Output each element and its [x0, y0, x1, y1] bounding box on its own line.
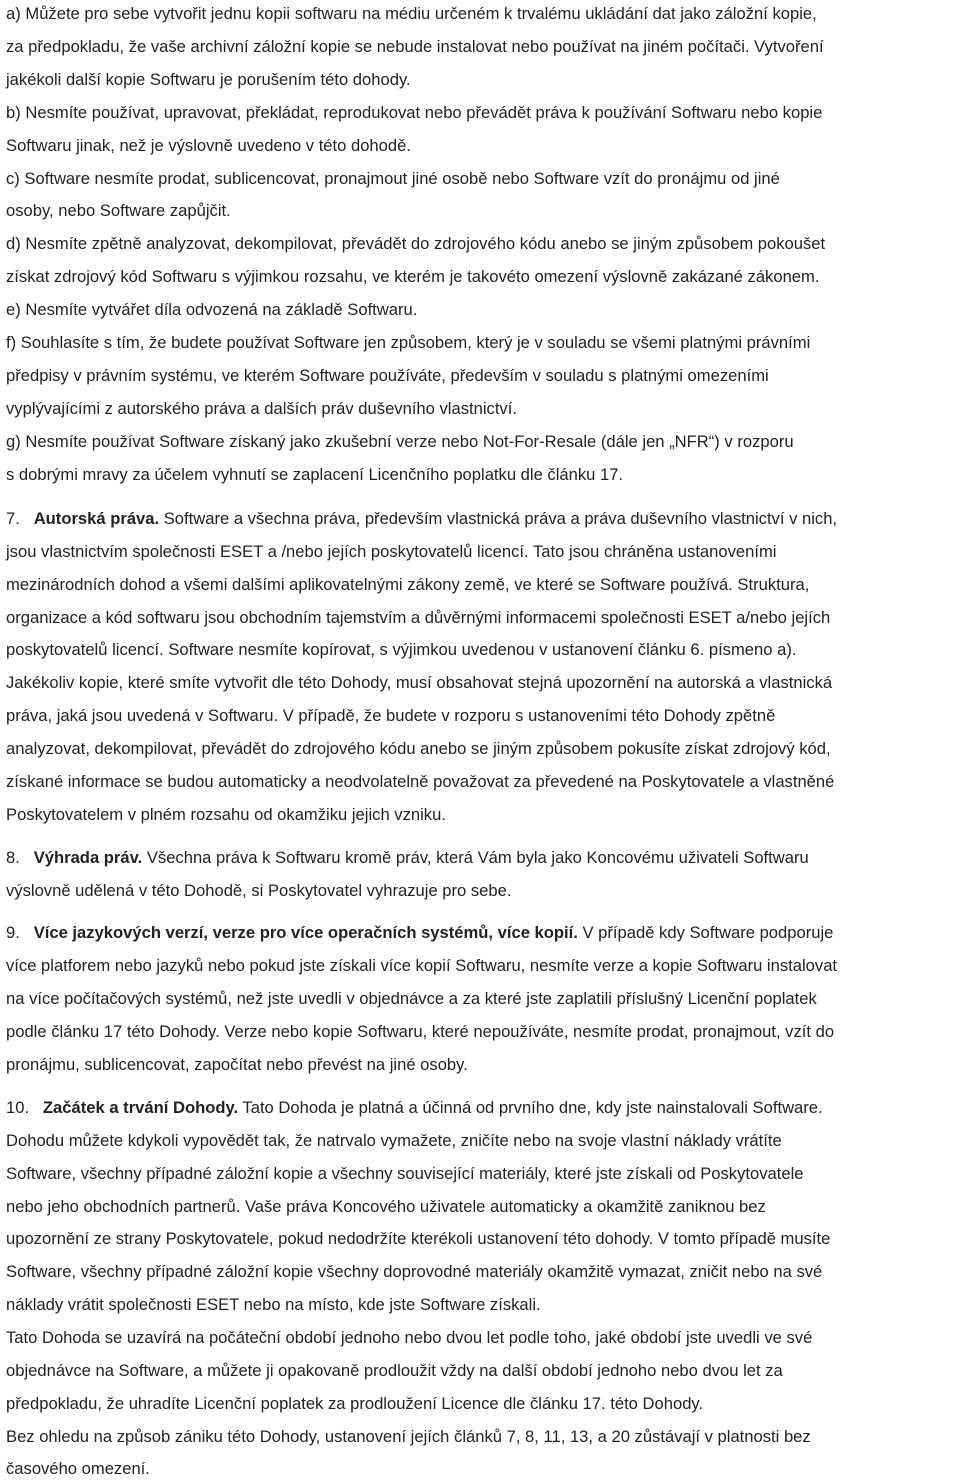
text-line: e) Nesmíte vytvářet díla odvozená na základě Softwaru.	[6, 300, 418, 319]
text-line: organizace a kód softwaru jsou obchodním tajemstvím a důvěrnými informacemi společnosti ESET a/nebo jejích	[6, 608, 831, 627]
section-text: V případě kdy Software podporuje	[577, 923, 834, 942]
text-line: získat zdrojový kód Softwaru s výjimkou rozsahu, ve kterém je takovéto omezení výslovně zakázané zákonem.	[6, 267, 820, 286]
text-line: pronájmu, sublicencovat, započítat nebo převést na jiné osoby.	[6, 1055, 468, 1074]
section-first-line	[6, 848, 809, 868]
section-text: Tato Dohoda je platná a účinná od prvního dne, kdy jste nainstalovali Software.	[238, 1098, 823, 1117]
text-line: jsou vlastnictvím společnosti ESET a /nebo jejích poskytovatelů licencí. Tato jsou chráněna ustanoveními	[6, 542, 777, 561]
text-line: více platforem nebo jazyků nebo pokud jste získali více kopií Softwaru, nesmíte verze a kopie Softwaru instalovat	[6, 956, 838, 975]
text-line: za předpokladu, že vaše archivní záložní kopie se nebude instalovat nebo používat na jiném počítači. Vytvoření	[6, 37, 824, 56]
text-line: získané informace se budou automaticky a neodvolatelně považovat za převedené na Poskytovatele a vlastněné	[6, 772, 835, 791]
text-line: předpisy v právním systému, ve kterém Software používáte, především v souladu s platnými omezeními	[6, 366, 769, 385]
section-heading: Začátek a trvání Dohody.	[42, 1098, 239, 1117]
text-line: objednávce na Software, a můžete ji opakovaně prodloužit vždy na další období jednoho nebo dvou let za	[6, 1361, 783, 1380]
text-line: osoby, nebo Software zapůjčit.	[6, 201, 231, 220]
text-line: na více počítačových systémů, než jste uvedli v objednávce a za které jste zaplatili příslušný Licenční poplatek	[6, 989, 817, 1008]
section-heading: Více jazykových verzí, verze pro více operačních systémů, více kopií.	[33, 923, 578, 942]
text-line: vyplývajícími z autorského práva a dalších práv duševního vlastnictví.	[6, 399, 517, 418]
text-line: a) Můžete pro sebe vytvořit jednu kopii softwaru na médiu určeném k trvalému ukládání dat jako záložní kopie,	[6, 4, 817, 23]
text-line: Software, všechny případné záložní kopie a všechny související materiály, které jste získali od Poskytovatele	[6, 1164, 804, 1183]
text-line: Jakékoliv kopie, které smíte vytvořit dle této Dohody, musí obsahovat stejná upozornění na autorská a vlastnická	[6, 673, 833, 692]
text-line: Bez ohledu na způsob zániku této Dohody, ustanovení jejích článků 7, 8, 11, 13, a 20 zůstávají v platnosti bez	[6, 1427, 811, 1446]
text-line: b) Nesmíte používat, upravovat, překládat, reprodukovat nebo převádět práva k používání Softwaru nebo kopie	[6, 103, 823, 122]
text-line: Softwaru jinak, než je výslovně uvedeno v této dohodě.	[6, 136, 411, 155]
text-line: Tato Dohoda se uzavírá na počáteční období jednoho nebo dvou let podle toho, jaké období jste uvedli ve své	[6, 1328, 813, 1347]
text-line: Dohodu můžete kdykoli vypovědět tak, že natrvalo vymažete, zničíte nebo na svoje vlastní náklady vrátíte	[6, 1131, 782, 1150]
text-line: předpokladu, že uhradíte Licenční poplatek za prodloužení Licence dle článku 17. této Dohody.	[6, 1394, 704, 1413]
section-first-line	[6, 923, 833, 943]
section-text: Všechna práva k Softwaru kromě práv, která Vám byla jako Koncovému uživateli Softwaru	[142, 848, 809, 867]
text-line: výslovně udělená v této Dohodě, si Poskytovatel vyhrazuje pro sebe.	[6, 881, 512, 900]
text-line: upozornění ze strany Poskytovatele, pokud nedodržíte kterékoli ustanovení této dohody. V tomto případě musíte	[6, 1229, 831, 1248]
text-line: podle článku 17 této Dohody. Verze nebo kopie Softwaru, které nepoužíváte, nesmíte prodat, pronajmout, vzít do	[6, 1022, 835, 1041]
text-line: náklady vrátit společnosti ESET nebo na místo, kde jste Software získali.	[6, 1295, 541, 1314]
section-number: 7.	[6, 509, 20, 528]
section-heading: Autorská práva.	[33, 509, 160, 528]
text-line: časového omezení.	[6, 1459, 150, 1478]
section-number: 9.	[6, 923, 20, 942]
text-line: d) Nesmíte zpětně analyzovat, dekompilovat, převádět do zdrojového kódu anebo se jiným způsobem pokoušet	[6, 234, 826, 253]
section-number: 8.	[6, 848, 20, 867]
text-line: poskytovatelů licencí. Software nesmíte kopírovat, s výjimkou uvedenou v ustanovení článku 6. písmeno a).	[6, 640, 797, 659]
text-line: jakékoli další kopie Softwaru je porušením této dohody.	[6, 70, 411, 89]
text-line: Poskytovatelem v plném rozsahu od okamžiku jejich vzniku.	[6, 805, 446, 824]
section-number: 10.	[6, 1098, 30, 1117]
text-line: Software, všechny případné záložní kopie všechny doprovodné materiály okamžitě vymazat, zničit nebo na své	[6, 1262, 823, 1281]
section-text: Software a všechna práva, především vlastnická práva a práva duševního vlastnictví v nich,	[159, 509, 838, 528]
text-line: mezinárodních dohod a všemi dalšími aplikovatelnými zákony země, ve které se Software používá. Struktura,	[6, 575, 810, 594]
text-line: f) Souhlasíte s tím, že budete používat Software jen způsobem, který je v souladu se všemi platnými právními	[6, 333, 811, 352]
text-line: práva, jaká jsou uvedená v Softwaru. V případě, že budete v rozporu s ustanoveními této Dohody zpětně	[6, 706, 776, 725]
text-line: analyzovat, dekompilovat, převádět do zdrojového kódu anebo se jiným způsobem pokusíte získat zdrojový kód,	[6, 739, 831, 758]
text-line: nebo jeho obchodních partnerů. Vaše práva Koncového uživatele automaticky a okamžitě zaniknou bez	[6, 1197, 766, 1216]
section-heading: Výhrada práv.	[33, 848, 143, 867]
text-line: s dobrými mravy za účelem vyhnutí se zaplacení Licenčního poplatku dle článku 17.	[6, 465, 624, 484]
text-line: g) Nesmíte používat Software získaný jako zkušební verze nebo Not-For-Resale (dále jen „NFR“) v rozporu	[6, 432, 794, 451]
text-line: c) Software nesmíte prodat, sublicencovat, pronajmout jiné osobě nebo Software vzít do pronájmu od jiné	[6, 169, 780, 188]
section-first-line	[6, 1098, 823, 1118]
section-first-line	[6, 509, 837, 529]
